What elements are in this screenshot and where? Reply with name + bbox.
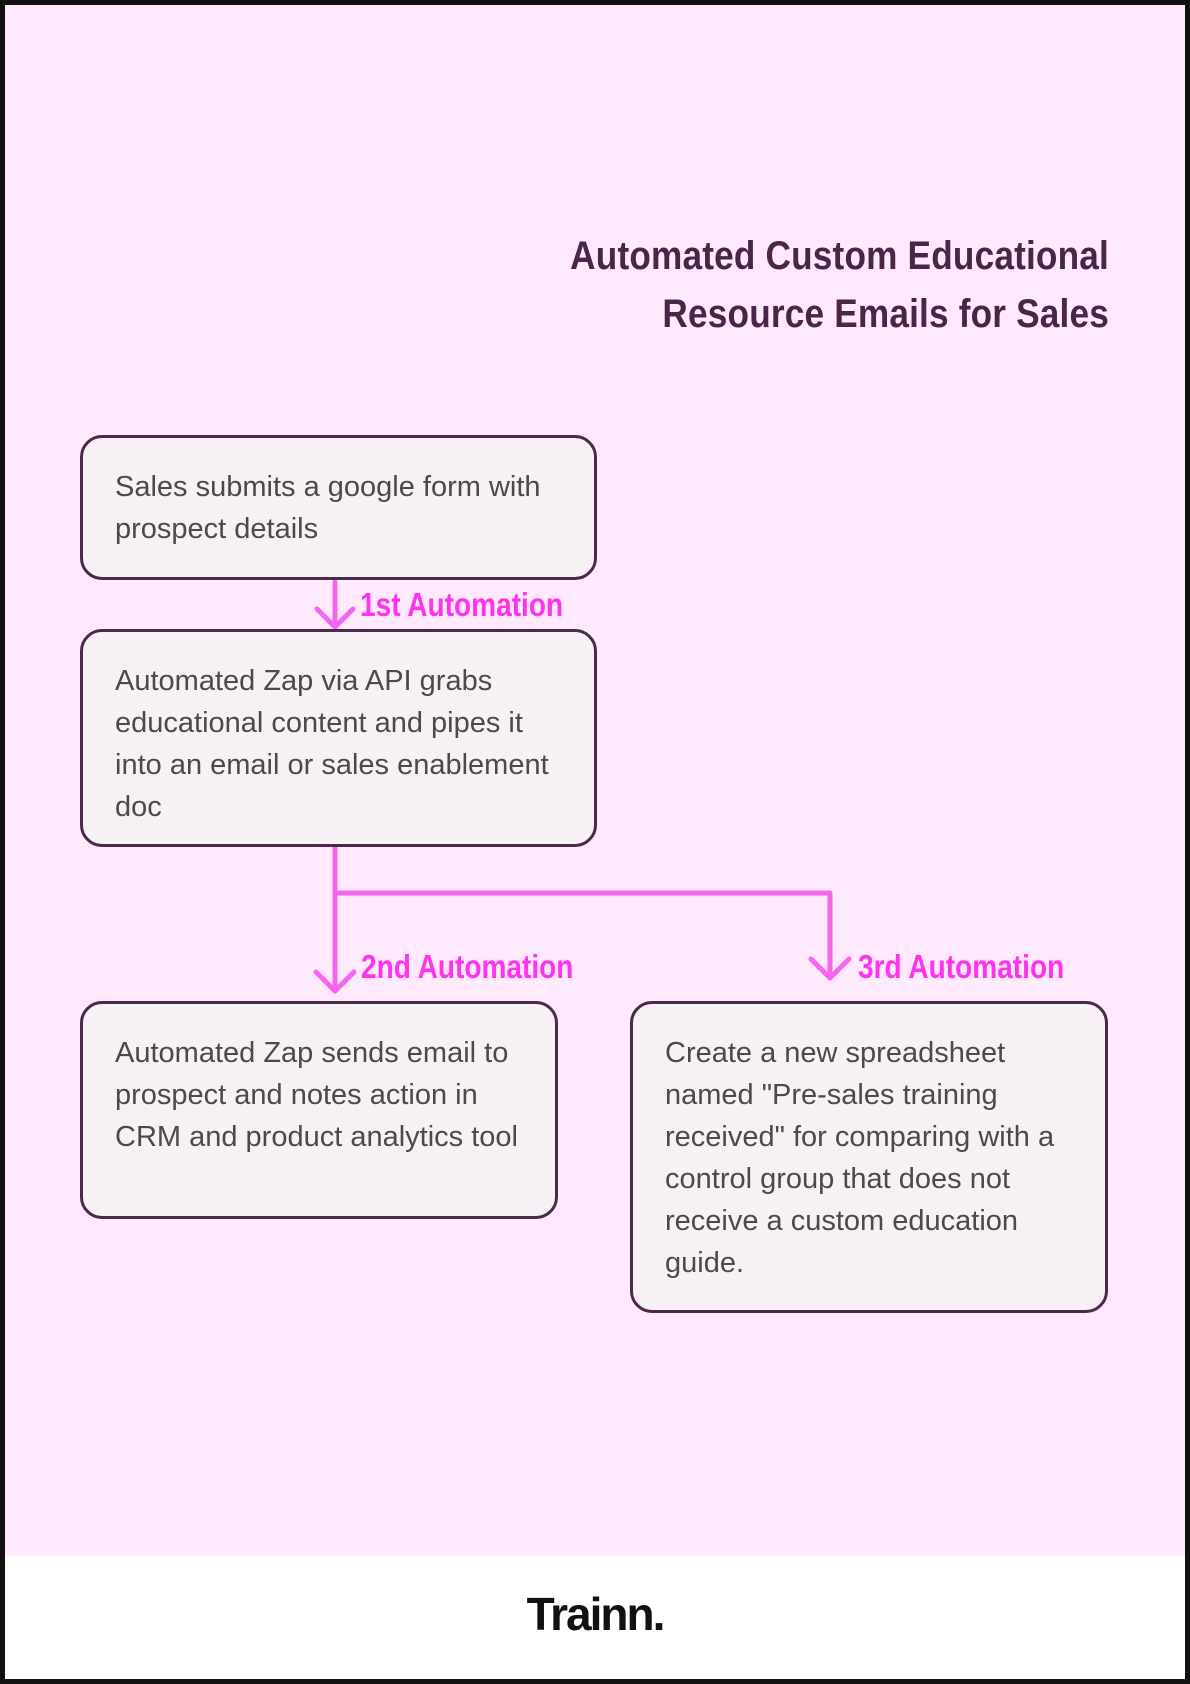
step-spreadsheet-text: Create a new spreadsheet named "Pre-sales training received" for comparing with a control group that does not receive a custom education guide.	[665, 1037, 1055, 1279]
arrow-1st-automation	[317, 582, 353, 627]
label-3rd-automation: 3rd Automation	[858, 948, 1065, 985]
step-zap-sends-email	[80, 1001, 558, 1219]
label-2nd-automation: 2nd Automation	[361, 948, 574, 985]
footer	[5, 1556, 1185, 1679]
label-1st-automation: 1st Automation	[360, 586, 564, 623]
title-line-2: Resource Emails for Sales	[662, 292, 1109, 336]
step-zap-send-text: Automated Zap sends email to prospect and notes action in CRM and product analytics tool	[115, 1037, 518, 1153]
diagram-canvas	[5, 5, 1185, 1556]
trainn-logo: Trainn.	[526, 1588, 664, 1640]
step-form-text: Sales submits a google form with prospect details	[115, 471, 541, 545]
title-line-1: Automated Custom Educational	[570, 234, 1109, 278]
step-zap-grabs-content	[80, 629, 597, 847]
step-zap-grab-text: Automated Zap via API grabs educational content and pipes it into an email or sales enablement doc	[115, 665, 549, 823]
step-create-spreadsheet	[630, 1001, 1108, 1313]
step-form-submission	[80, 435, 597, 580]
